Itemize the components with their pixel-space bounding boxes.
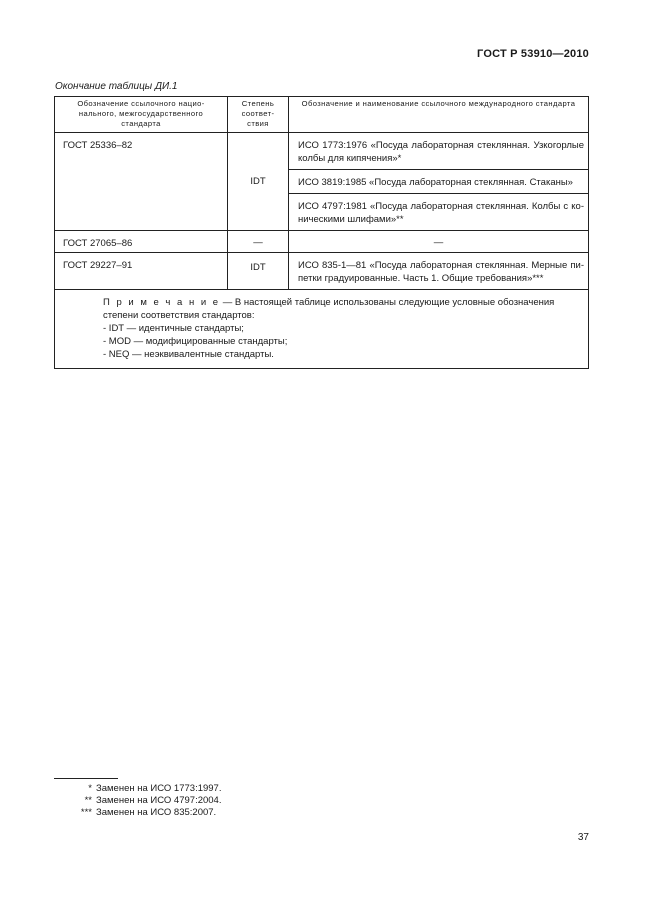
degree-cell: —	[228, 231, 289, 253]
reference-table	[54, 96, 589, 369]
footnotes	[54, 783, 221, 819]
degree-cell: IDT	[228, 253, 289, 290]
table-caption: Окончание таблицы ДИ.1	[55, 81, 178, 92]
footnote-text: Заменен на ИСО 835:2007.	[96, 807, 217, 818]
footnote	[54, 807, 221, 819]
table-row	[55, 133, 589, 170]
table-row	[55, 253, 589, 290]
reference-cell: ИСО 1773:1976 «Посуда лабораторная стеклянная. Узкогорлые колбы для кипячения»*	[289, 133, 589, 170]
table-note-row	[55, 290, 589, 369]
reference-cell: ИСО 3819:1985 «Посуда лабораторная стеклянная. Стаканы»	[289, 170, 589, 194]
degree-cell: IDT	[228, 133, 289, 231]
reference-cell: ИСО 4797:1981 «Посуда лабораторная стеклянная. Колбы с ко-ническими шлифами»**	[289, 194, 589, 231]
footnote-mark: ***	[80, 807, 92, 818]
gost-cell: ГОСТ 27065–86	[55, 231, 228, 253]
footnote	[54, 783, 221, 795]
footnote-text: Заменен на ИСО 1773:1997.	[96, 783, 222, 794]
header-international-standard: Обозначение и наименование ссылочного международного стандарта	[289, 97, 589, 133]
gost-cell: ГОСТ 25336–82	[55, 133, 228, 231]
note-label: П р и м е ч а н и е	[103, 297, 221, 308]
note-item: - NEQ — неэквивалентные стандарты.	[103, 349, 274, 360]
note-item: - IDT — идентичные стандарты;	[103, 323, 244, 334]
header-national-standard: Обозначение ссылочного нацио-нального, межгосударственного стандарта	[55, 97, 228, 133]
page-number: 37	[577, 832, 589, 843]
footnote	[54, 795, 221, 807]
table-note	[55, 290, 589, 369]
note-item: - MOD — модифицированные стандарты;	[103, 336, 288, 347]
reference-cell: —	[289, 231, 589, 253]
footnote-text: Заменен на ИСО 4797:2004.	[96, 795, 222, 806]
footnote-mark: **	[84, 795, 92, 806]
gost-cell: ГОСТ 29227–91	[55, 253, 228, 290]
document-code: ГОСТ Р 53910—2010	[477, 48, 589, 60]
reference-cell: ИСО 835-1—81 «Посуда лабораторная стеклянная. Мерные пи-петки градуированные. Часть 1. Общие требования»***	[289, 253, 589, 290]
table-row	[55, 231, 589, 253]
footnote-mark: *	[88, 783, 92, 794]
note-text: — В настоящей таблице использованы следующие условные обозначения степени соответствия стандартов:	[103, 297, 555, 321]
table-header-row	[55, 97, 589, 133]
footnote-divider	[54, 778, 118, 779]
note-intro	[63, 296, 580, 322]
header-degree: Степень соответ-ствия	[228, 97, 289, 133]
